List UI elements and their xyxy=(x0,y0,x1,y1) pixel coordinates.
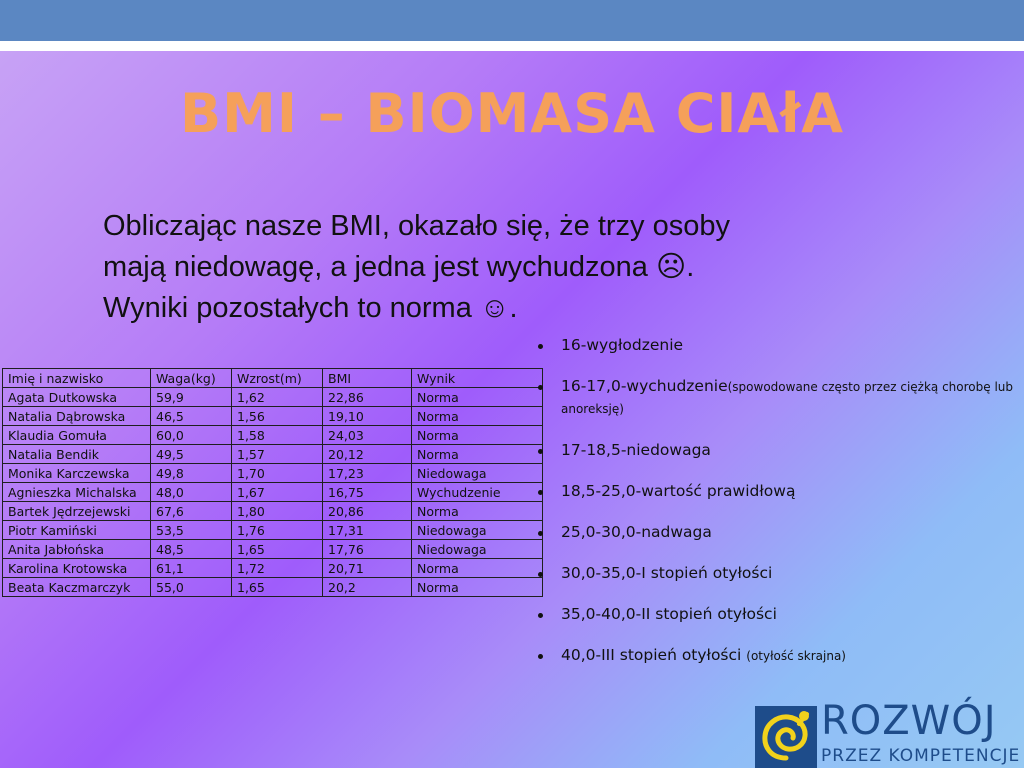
cell-weight: 48,0 xyxy=(151,483,232,502)
table-row xyxy=(3,540,543,559)
cell-result: Norma xyxy=(412,407,543,426)
header-height: Wzrost(m) xyxy=(232,369,323,388)
table-row xyxy=(3,445,543,464)
cell-height: 1,70 xyxy=(232,464,323,483)
cell-height: 1,56 xyxy=(232,407,323,426)
cell-height: 1,58 xyxy=(232,426,323,445)
cell-name: Agnieszka Michalska xyxy=(3,483,151,502)
cell-result: Norma xyxy=(412,388,543,407)
cell-bmi: 22,86 xyxy=(323,388,412,407)
cell-result: Norma xyxy=(412,445,543,464)
cell-height: 1,76 xyxy=(232,521,323,540)
cell-bmi: 17,23 xyxy=(323,464,412,483)
scale-range-text: 25,0-30,0-nadwaga xyxy=(561,523,712,541)
table-row xyxy=(3,407,543,426)
cell-bmi: 24,03 xyxy=(323,426,412,445)
list-item xyxy=(538,440,1018,461)
table-row xyxy=(3,483,543,502)
cell-weight: 59,9 xyxy=(151,388,232,407)
list-item xyxy=(538,563,1018,584)
slide-title: BMI – BIOMASA CIAłA xyxy=(179,82,845,145)
table-row xyxy=(3,426,543,445)
cell-weight: 55,0 xyxy=(151,578,232,597)
list-item xyxy=(538,376,1018,420)
cell-result: Wychudzenie xyxy=(412,483,543,502)
top-divider xyxy=(0,41,1024,51)
cell-weight: 60,0 xyxy=(151,426,232,445)
scale-range-text: 16-17,0-wychudzenie xyxy=(561,377,728,395)
table-row xyxy=(3,578,543,597)
cell-name: Anita Jabłońska xyxy=(3,540,151,559)
bmi-scale-list xyxy=(538,335,1018,687)
top-bar xyxy=(0,0,1024,41)
cell-name: Natalia Dąbrowska xyxy=(3,407,151,426)
table-row xyxy=(3,464,543,483)
cell-weight: 48,5 xyxy=(151,540,232,559)
intro-line-2: mają niedowagę, a jedna jest wychudzona ☹. xyxy=(103,251,695,283)
list-item xyxy=(538,645,1018,667)
cell-name: Monika Karczewska xyxy=(3,464,151,483)
scale-range-text: 18,5-25,0-wartość prawidłową xyxy=(561,482,796,500)
list-item xyxy=(538,522,1018,543)
header-weight: Waga(kg) xyxy=(151,369,232,388)
cell-result: Niedowaga xyxy=(412,540,543,559)
scale-range-text: 16-wygłodzenie xyxy=(561,336,684,354)
list-item xyxy=(538,604,1018,625)
logo-spiral-icon xyxy=(755,706,817,768)
cell-weight: 49,5 xyxy=(151,445,232,464)
cell-bmi: 16,75 xyxy=(323,483,412,502)
cell-height: 1,80 xyxy=(232,502,323,521)
table-header-row xyxy=(3,369,543,388)
logo-sub-text: PRZEZ KOMPETENCJE xyxy=(821,746,1021,766)
cell-bmi: 17,31 xyxy=(323,521,412,540)
scale-range-text: 35,0-40,0-II stopień otyłości xyxy=(561,605,777,623)
cell-weight: 67,6 xyxy=(151,502,232,521)
cell-height: 1,62 xyxy=(232,388,323,407)
scale-range-text: 17-18,5-niedowaga xyxy=(561,441,711,459)
header-name: Imię i nazwisko xyxy=(3,369,151,388)
logo-main-text: ROZWÓJ xyxy=(821,698,997,744)
cell-result: Norma xyxy=(412,502,543,521)
cell-bmi: 19,10 xyxy=(323,407,412,426)
cell-bmi: 20,71 xyxy=(323,559,412,578)
cell-bmi: 17,76 xyxy=(323,540,412,559)
cell-height: 1,57 xyxy=(232,445,323,464)
cell-name: Karolina Krotowska xyxy=(3,559,151,578)
cell-height: 1,72 xyxy=(232,559,323,578)
cell-bmi: 20,12 xyxy=(323,445,412,464)
cell-weight: 53,5 xyxy=(151,521,232,540)
table-row xyxy=(3,559,543,578)
bmi-table xyxy=(2,368,543,597)
cell-name: Agata Dutkowska xyxy=(3,388,151,407)
sad-face-icon: ☹ xyxy=(655,251,687,283)
cell-result: Niedowaga xyxy=(412,464,543,483)
cell-result: Niedowaga xyxy=(412,521,543,540)
header-result: Wynik xyxy=(412,369,543,388)
cell-name: Klaudia Gomuła xyxy=(3,426,151,445)
scale-range-text: 30,0-35,0-I stopień otyłości xyxy=(561,564,773,582)
scale-range-text: 40,0-III stopień otyłości xyxy=(561,646,747,664)
cell-result: Norma xyxy=(412,578,543,597)
table-row xyxy=(3,502,543,521)
cell-weight: 61,1 xyxy=(151,559,232,578)
scale-note: (spowodowane często przez ciężką chorobę lub anoreksję) xyxy=(561,380,1013,416)
cell-height: 1,65 xyxy=(232,578,323,597)
table-row xyxy=(3,521,543,540)
intro-text xyxy=(103,206,883,329)
cell-name: Bartek Jędrzejewski xyxy=(3,502,151,521)
header-bmi: BMI xyxy=(323,369,412,388)
list-item xyxy=(538,481,1018,502)
cell-result: Norma xyxy=(412,426,543,445)
table-body xyxy=(3,388,543,597)
intro-line-1: Obliczając nasze BMI, okazało się, że trzy osoby xyxy=(103,210,730,242)
cell-bmi: 20,2 xyxy=(323,578,412,597)
cell-height: 1,65 xyxy=(232,540,323,559)
cell-bmi: 20,86 xyxy=(323,502,412,521)
cell-height: 1,67 xyxy=(232,483,323,502)
cell-name: Beata Kaczmarczyk xyxy=(3,578,151,597)
logo xyxy=(755,700,1024,768)
smile-face-icon: ☺ xyxy=(479,292,510,324)
cell-name: Piotr Kamiński xyxy=(3,521,151,540)
cell-weight: 49,8 xyxy=(151,464,232,483)
scale-note: (otyłość skrajna) xyxy=(746,649,846,663)
intro-line-3: Wyniki pozostałych to norma ☺. xyxy=(103,292,518,324)
cell-name: Natalia Bendik xyxy=(3,445,151,464)
list-item xyxy=(538,335,1018,356)
table-row xyxy=(3,388,543,407)
cell-result: Norma xyxy=(412,559,543,578)
cell-weight: 46,5 xyxy=(151,407,232,426)
